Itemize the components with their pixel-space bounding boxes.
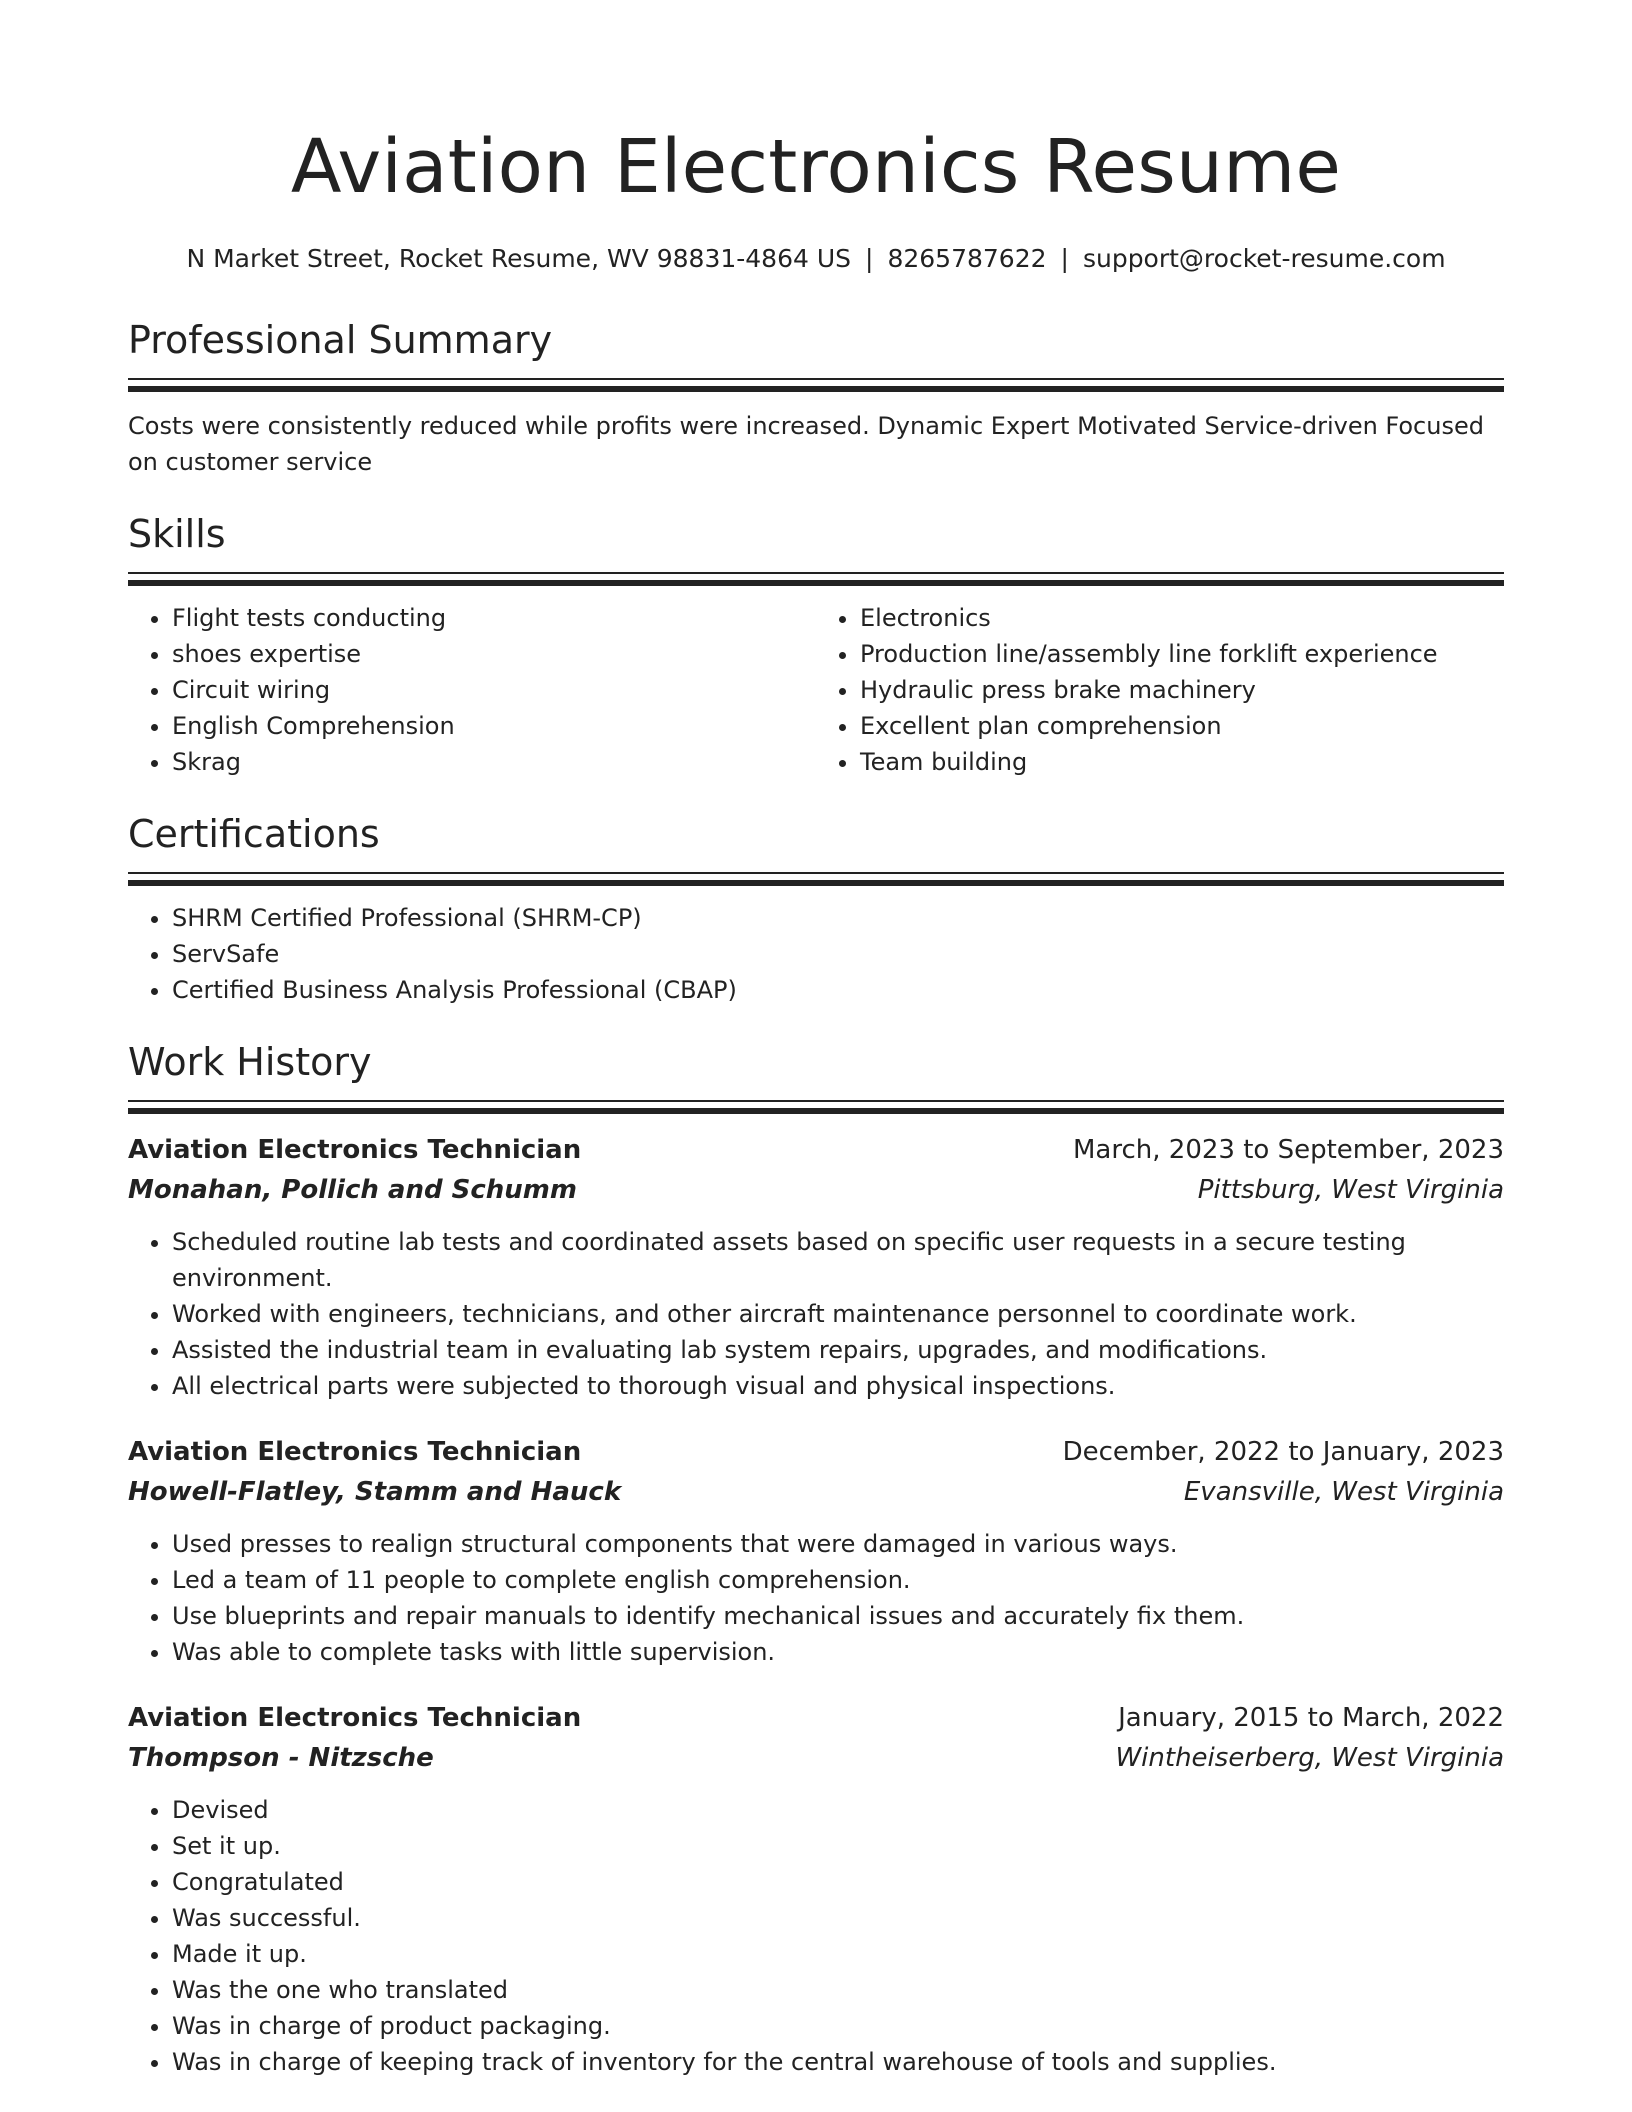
job-bullet: • Use blueprints and repair manuals to identify mechanical issues and accurately fix them.	[172, 1598, 1504, 1634]
skill-item: • Skrag	[172, 744, 816, 780]
job-bullets	[128, 1526, 1504, 1670]
job-bullet: • Was able to complete tasks with little supervision.	[172, 1634, 1504, 1670]
skills-heading: Skills	[128, 512, 226, 556]
job-bullet: • Led a team of 11 people to complete english comprehension.	[172, 1562, 1504, 1598]
job-subheader	[128, 1170, 1504, 1210]
job-company: Howell-Flatley, Stamm and Hauck	[128, 1477, 622, 1507]
job-dates: March, 2023 to September, 2023	[1073, 1135, 1504, 1165]
skill-item: • Team building	[860, 744, 1504, 780]
certifications-list	[128, 900, 1504, 1008]
job-header	[128, 1432, 1504, 1472]
skill-item: • English Comprehension	[172, 708, 816, 744]
job-bullet: • Scheduled routine lab tests and coordinated assets based on specific user requests in a secure testing environment.	[172, 1224, 1504, 1296]
contact-line	[128, 242, 1504, 276]
skill-item: • Hydraulic press brake machinery	[860, 672, 1504, 708]
skills-columns	[128, 600, 1504, 780]
job-bullet: • Devised	[172, 1792, 1504, 1828]
certification-item: • Certified Business Analysis Professional (CBAP)	[172, 972, 1504, 1008]
job-subheader	[128, 1472, 1504, 1512]
resume-page	[128, 0, 1504, 2080]
summary-heading: Professional Summary	[128, 318, 553, 362]
summary-section	[128, 316, 1504, 480]
job-company: Monahan, Pollich and Schumm	[128, 1175, 577, 1205]
section-divider	[128, 572, 1504, 586]
work-history-heading: Work History	[128, 1040, 372, 1084]
job-title: Aviation Electronics Technician	[128, 1135, 582, 1165]
skill-item: • Production line/assembly line forklift experience	[860, 636, 1504, 672]
section-divider	[128, 1100, 1504, 1114]
contact-separator: |	[1060, 244, 1069, 273]
job-bullets	[128, 1224, 1504, 1404]
job-location: Pittsburg, West Virginia	[1197, 1175, 1504, 1205]
job-bullet: • Was successful.	[172, 1900, 1504, 1936]
contact-phone: 8265787622	[887, 244, 1047, 273]
job-bullet: • Was in charge of keeping track of inventory for the central warehouse of tools and supplies.	[172, 2044, 1504, 2080]
job-company: Thompson - Nitzsche	[128, 1743, 434, 1773]
job-entry	[128, 1432, 1504, 1670]
job-bullet: • Used presses to realign structural components that were damaged in various ways.	[172, 1526, 1504, 1562]
job-bullet: • Was in charge of product packaging.	[172, 2008, 1504, 2044]
skill-item: • Excellent plan comprehension	[860, 708, 1504, 744]
job-header	[128, 1698, 1504, 1738]
certification-item: • ServSafe	[172, 936, 1504, 972]
summary-text: Costs were consistently reduced while profits were increased. Dynamic Expert Motivated Service-driven Focused on customer service	[128, 412, 1484, 476]
skill-item: • Flight tests conducting	[172, 600, 816, 636]
section-divider	[128, 378, 1504, 392]
job-bullet: • Made it up.	[172, 1936, 1504, 1972]
job-location: Wintheiserberg, West Virginia	[1115, 1743, 1504, 1773]
job-entry	[128, 1698, 1504, 2080]
job-dates: December, 2022 to January, 2023	[1062, 1437, 1504, 1467]
certification-item: • SHRM Certified Professional (SHRM-CP)	[172, 900, 1504, 936]
skills-list-right	[816, 600, 1504, 780]
job-header	[128, 1130, 1504, 1170]
job-bullet: • All electrical parts were subjected to thorough visual and physical inspections.	[172, 1368, 1504, 1404]
job-bullet: • Assisted the industrial team in evaluating lab system repairs, upgrades, and modifications.	[172, 1332, 1504, 1368]
job-bullet: • Was the one who translated	[172, 1972, 1504, 2008]
job-entry	[128, 1130, 1504, 1404]
job-bullet: • Congratulated	[172, 1864, 1504, 1900]
certifications-section	[128, 810, 1504, 1008]
job-location: Evansville, West Virginia	[1183, 1477, 1504, 1507]
job-title: Aviation Electronics Technician	[128, 1437, 582, 1467]
skills-list-left	[128, 600, 816, 780]
certifications-heading: Certifications	[128, 812, 380, 856]
work-history-section	[128, 1038, 1504, 2080]
job-bullet: • Set it up.	[172, 1828, 1504, 1864]
contact-separator: |	[865, 244, 874, 273]
job-dates: January, 2015 to March, 2022	[1118, 1703, 1504, 1733]
resume-title: Aviation Electronics Resume	[290, 124, 1342, 210]
job-title: Aviation Electronics Technician	[128, 1703, 582, 1733]
job-bullet: • Worked with engineers, technicians, and other aircraft maintenance personnel to coordinate work.	[172, 1296, 1504, 1332]
skill-item: • Circuit wiring	[172, 672, 816, 708]
job-bullets	[128, 1792, 1504, 2080]
contact-address: N Market Street, Rocket Resume, WV 98831-4864 US	[186, 244, 852, 273]
contact-email[interactable]: support@rocket-resume.com	[1082, 244, 1446, 273]
skills-section	[128, 510, 1504, 780]
job-subheader	[128, 1738, 1504, 1778]
skill-item: • shoes expertise	[172, 636, 816, 672]
section-divider	[128, 872, 1504, 886]
skill-item: • Electronics	[860, 600, 1504, 636]
